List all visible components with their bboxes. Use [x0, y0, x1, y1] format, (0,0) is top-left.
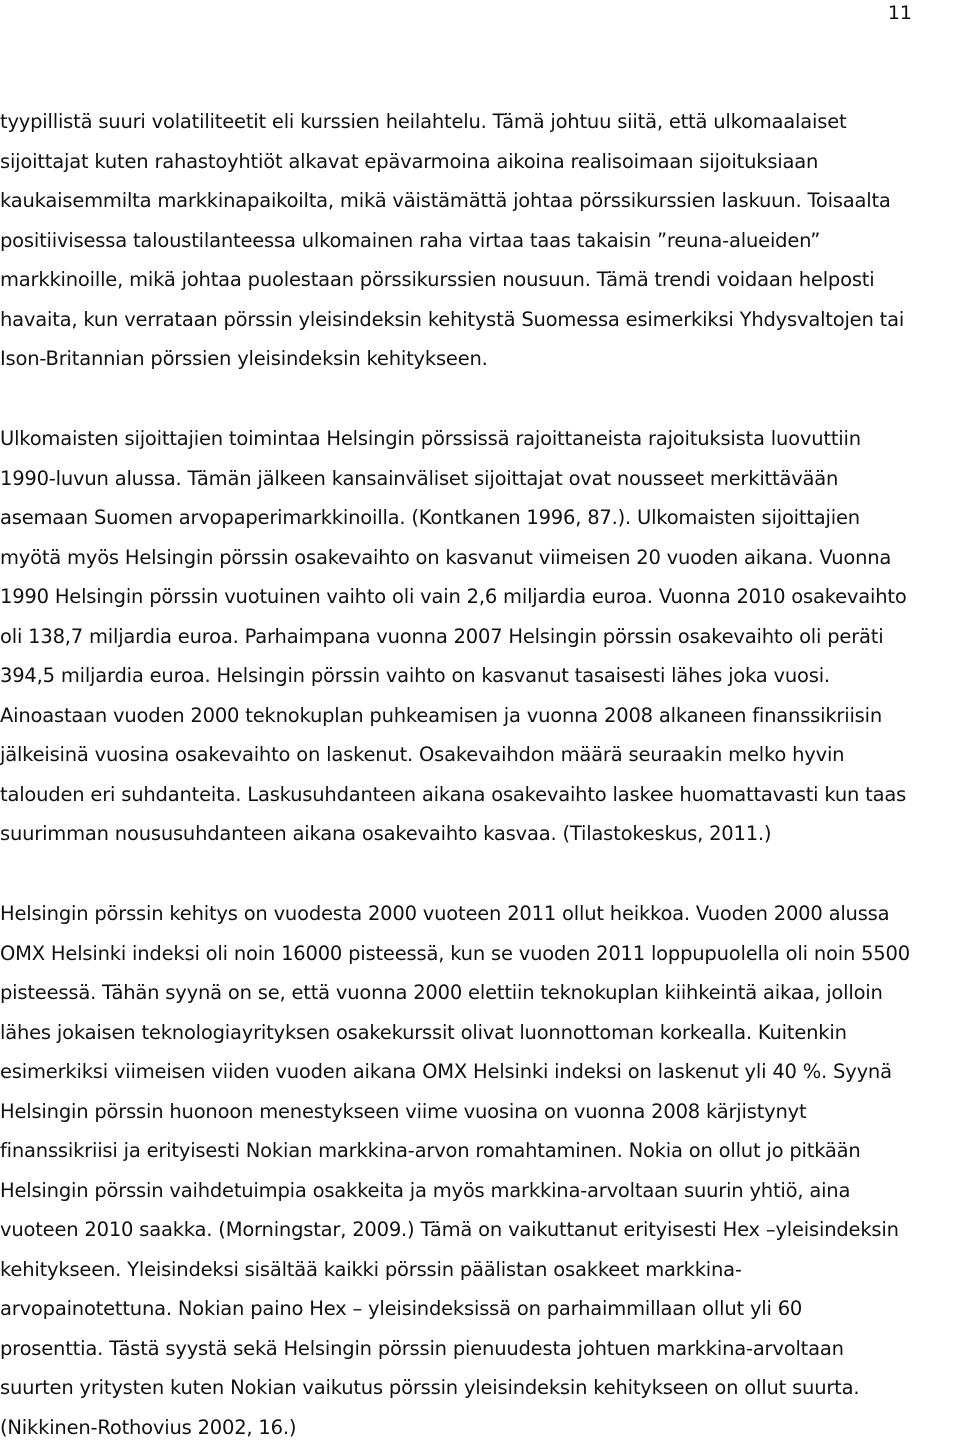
text-line: Ulkomaisten sijoittajien toimintaa Helsingin pörssissä rajoittaneista rajoituksista luovuttiin — [0, 419, 958, 459]
text-line: havaita, kun verrataan pörssin yleisindeksin kehitystä Suomessa esimerkiksi Yhdysvaltojen tai — [0, 300, 958, 340]
text-line: 1990-luvun alussa. Tämän jälkeen kansainväliset sijoittajat ovat nousseet merkittävään — [0, 459, 958, 499]
text-line: suurimman noususuhdanteen aikana osakevaihto kasvaa. (Tilastokeskus, 2011.) — [0, 814, 958, 854]
text-line: jälkeisinä vuosina osakevaihto on laskenut. Osakevaihdon määrä seuraakin melko hyvin — [0, 735, 958, 775]
text-line: asemaan Suomen arvopaperimarkkinoilla. (Kontkanen 1996, 87.). Ulkomaisten sijoittajien — [0, 498, 958, 538]
text-line: Helsingin pörssin huonoon menestykseen viime vuosina on vuonna 2008 kärjistynyt — [0, 1092, 958, 1132]
text-line: talouden eri suhdanteita. Laskusuhdanteen aikana osakevaihto laskee huomattavasti kun taas — [0, 775, 958, 815]
page-number: 11 — [888, 2, 912, 24]
text-line: Helsingin pörssin kehitys on vuodesta 2000 vuoteen 2011 ollut heikkoa. Vuoden 2000 alussa — [0, 894, 958, 934]
text-line: markkinoille, mikä johtaa puolestaan pörssikurssien nousuun. Tämä trendi voidaan helposti — [0, 260, 958, 300]
text-line: suurten yritysten kuten Nokian vaikutus pörssin yleisindeksin kehitykseen on ollut suurta. — [0, 1368, 958, 1408]
paragraph-1 — [0, 102, 958, 379]
text-line: arvopainotettuna. Nokian paino Hex – yleisindeksissä on parhaimmillaan ollut yli 60 — [0, 1289, 958, 1329]
paragraph-2 — [0, 419, 958, 854]
text-line: kaukaisemmilta markkinapaikoilta, mikä väistämättä johtaa pörssikurssien laskuun. Toisaalta — [0, 181, 958, 221]
text-line: Ainoastaan vuoden 2000 teknokuplan puhkeamisen ja vuonna 2008 alkaneen finanssikriisin — [0, 696, 958, 736]
text-line: OMX Helsinki indeksi oli noin 16000 pisteessä, kun se vuoden 2011 loppupuolella oli noin 5500 — [0, 934, 958, 974]
text-line: sijoittajat kuten rahastoyhtiöt alkavat epävarmoina aikoina realisoimaan sijoituksiaan — [0, 142, 958, 182]
text-line: lähes jokaisen teknologiayrityksen osakekurssit olivat luonnottoman korkealla. Kuitenkin — [0, 1013, 958, 1053]
text-line: 394,5 miljardia euroa. Helsingin pörssin vaihto on kasvanut tasaisesti lähes joka vuosi. — [0, 656, 958, 696]
text-line: prosenttia. Tästä syystä sekä Helsingin pörssin pienuudesta johtuen markkina-arvoltaan — [0, 1329, 958, 1369]
text-line: positiivisessa taloustilanteessa ulkomainen raha virtaa taas takaisin ”reuna-alueiden” — [0, 221, 958, 261]
text-line: esimerkiksi viimeisen viiden vuoden aikana OMX Helsinki indeksi on laskenut yli 40 %. Syynä — [0, 1052, 958, 1092]
text-line: finanssikriisi ja erityisesti Nokian markkina-arvon romahtaminen. Nokia on ollut jo pitkään — [0, 1131, 958, 1171]
paragraph-3 — [0, 894, 958, 1447]
text-line: kehitykseen. Yleisindeksi sisältää kaikki pörssin päälistan osakkeet markkina- — [0, 1250, 958, 1290]
text-line: 1990 Helsingin pörssin vuotuinen vaihto oli vain 2,6 miljardia euroa. Vuonna 2010 osakevaihto — [0, 577, 958, 617]
text-line: Ison-Britannian pörssien yleisindeksin kehitykseen. — [0, 339, 958, 379]
text-line: pisteessä. Tähän syynä on se, että vuonna 2000 elettiin teknokuplan kiihkeintä aikaa, jolloin — [0, 973, 958, 1013]
text-line: (Nikkinen-Rothovius 2002, 16.) — [0, 1408, 958, 1447]
text-line: Helsingin pörssin vaihdetuimpia osakkeita ja myös markkina-arvoltaan suurin yhtiö, aina — [0, 1171, 958, 1211]
text-line: vuoteen 2010 saakka. (Morningstar, 2009.) Tämä on vaikuttanut erityisesti Hex –yleisindeksin — [0, 1210, 958, 1250]
text-line: tyypillistä suuri volatiliteetit eli kurssien heilahtelu. Tämä johtuu siitä, että ulkomaalaiset — [0, 102, 958, 142]
text-line: oli 138,7 miljardia euroa. Parhaimpana vuonna 2007 Helsingin pörssin osakevaihto oli peräti — [0, 617, 958, 657]
text-line: myötä myös Helsingin pörssin osakevaihto on kasvanut viimeisen 20 vuoden aikana. Vuonna — [0, 538, 958, 578]
